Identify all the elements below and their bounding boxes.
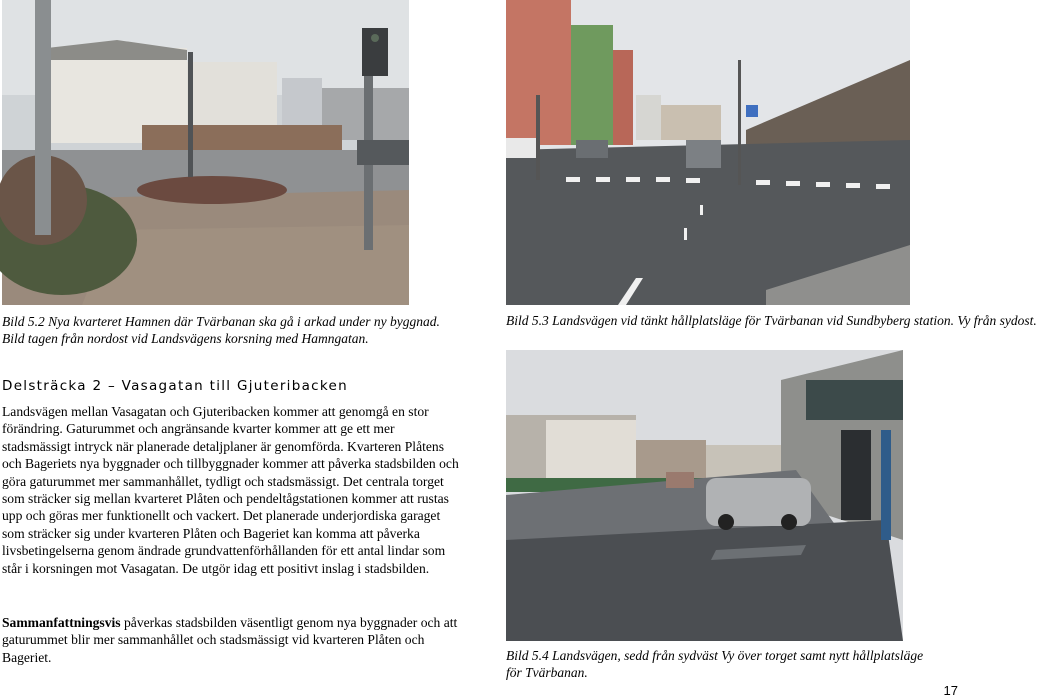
photo-caption-5-3: Bild 5.3 Landsvägen vid tänkt hållplatsläge för Tvärbanan vid Sundbyberg station. Vy från sydost. (506, 313, 1037, 328)
photo-landsvagen-station (506, 0, 910, 305)
body-paragraph (2, 403, 462, 577)
photo-landsvagen-torget (506, 350, 903, 641)
summary-text: påverkas stadsbilden väsentligt genom nya byggnader och att gaturummet blir mer sammanhållet och stadsmässigt vid kvarteren Plåten och Bageriet. (2, 615, 458, 665)
photo-caption-5-4: Bild 5.4 Landsvägen, sedd från sydväst Vy över torget samt nytt hållplatsläge för Tvärbanan. (506, 648, 924, 680)
summary-paragraph (2, 614, 462, 666)
photo-caption-5-2: Bild 5.2 Nya kvarteret Hamnen där Tvärbanan ska gå i arkad under ny byggnad. Bild tagen från nordost vid Landsvägens korsning med Hamngatan. (2, 314, 440, 346)
photo-hamnen-street-corner (2, 0, 409, 305)
page-number: 17 (943, 683, 958, 698)
section-heading: Delsträcka 2 – Vasagatan till Gjuteribacken (2, 378, 348, 394)
summary-bold-lead: Sammanfattningsvis (2, 615, 121, 630)
paragraph-text: Landsvägen mellan Vasagatan och Gjuteribacken kommer att genomgå en stor förändring. Gaturummet och angränsande kvarter kommer att ge ett mer stadsmässigt intryck när planerade detaljplaner är genomförda. Kvarteren Plåtens och Bageriets nya byggnader och tillbyggnader kommer att påverka stadsbilden och göra gaturummet mer sammanhållet, tydligt och stadsmässigt. Det centrala torget som sträcker sig mellan kvarteret Plåten och pendeltågstationen kommer att rustas upp och göras mer funktionellt och vackert. Det planerade underjordiska garaget som sträcker sig under kvarteren Plåten och Bageriet kan komma att påverka livsbetingelserna genom ändrade grundvattenförhållanden för ett antal lindar som står i korsningen mot Vasagatan. De utgör idag ett positivt inslag i stadsbilden. (2, 404, 459, 576)
